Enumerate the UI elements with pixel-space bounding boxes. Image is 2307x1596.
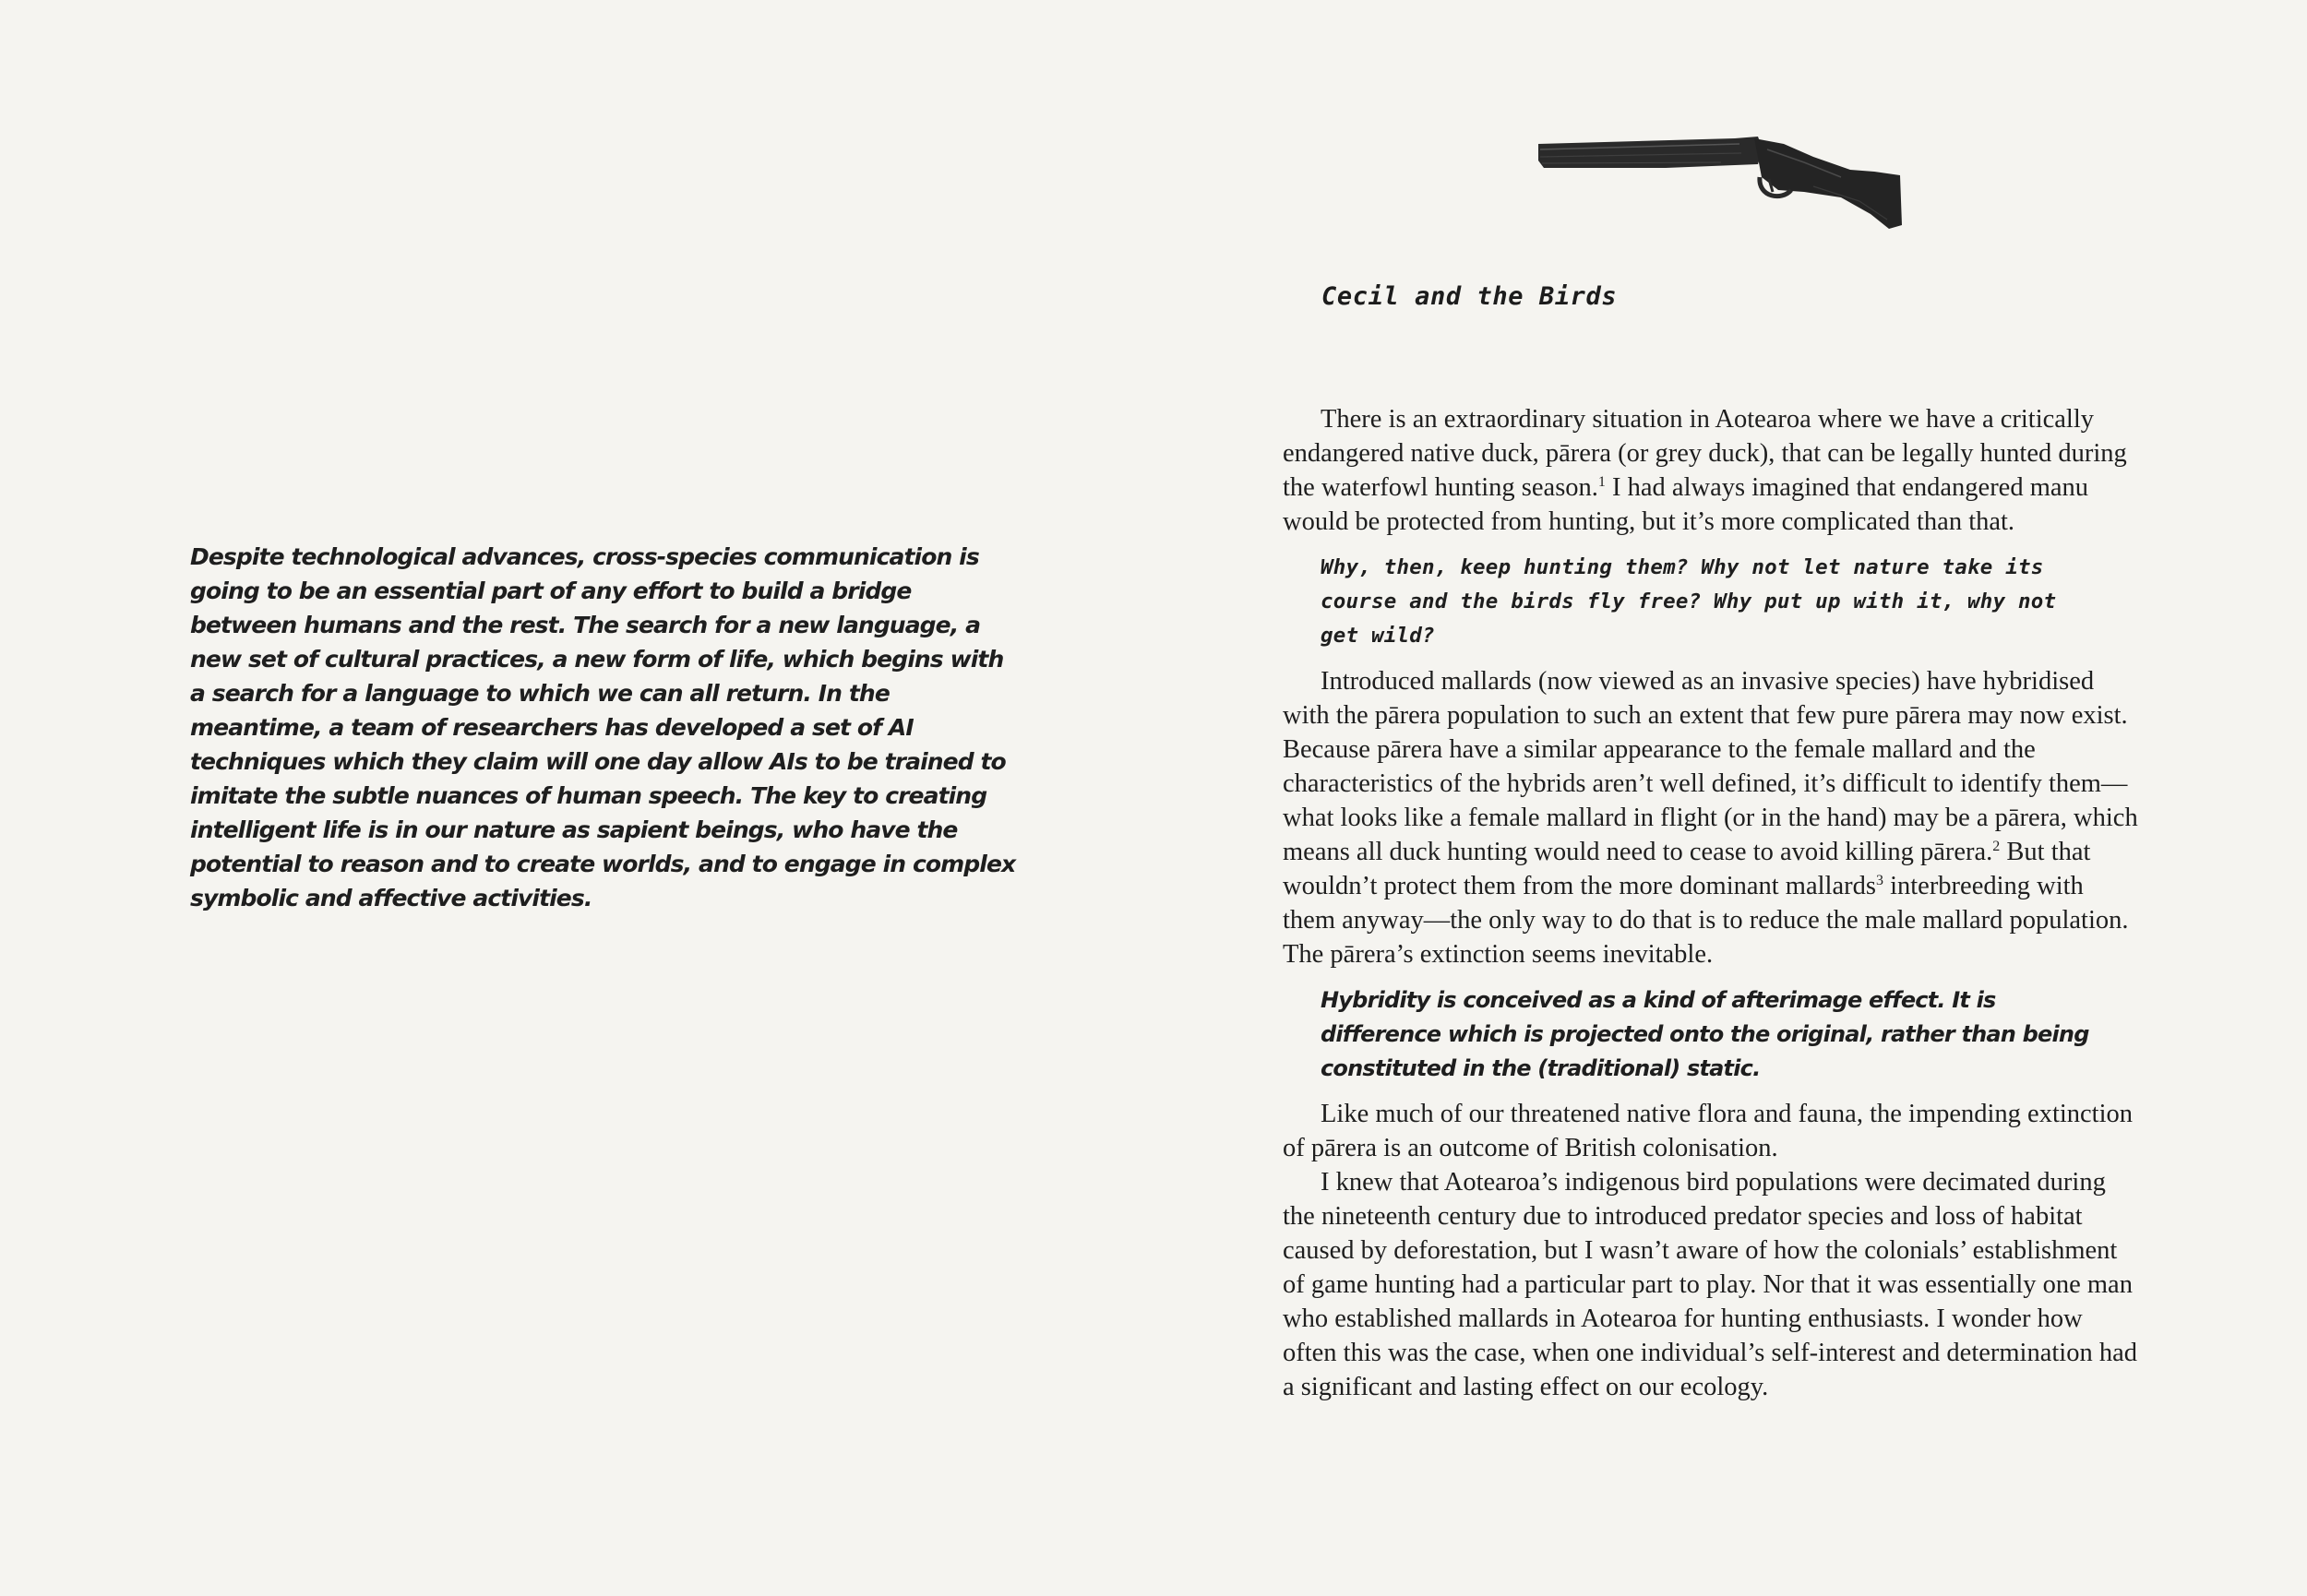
- paragraph-3: Like much of our threatened native flora and fauna, the impending extinction of pārera is an outcome of British colonisation.: [1283, 1100, 2134, 1162]
- paragraph-2-text: Introduced mallards (now viewed as an invasive species) have hybridised with the pārera population to such an extent that few pure pārera may now exist. Because pārera have a similar appearance to the female mallard and the characteristics of the hybrids aren’t well defined, it’s difficult to identify them—what looks like a female mallard in flight (or in the hand) may be a pārera, which means all duck hunting would need to cease to avoid killing pārera.: [1283, 667, 2138, 866]
- paragraph-4: I knew that Aotearoa’s indigenous bird populations were decimated during the nineteenth century due to introduced predator species and loss of habitat caused by deforestation, but I wasn’t aware of how the colonials’ establishment of game hunting had a particular part to play. Nor that it was essentially one man who established mallards in Aotearoa for hunting enthusiasts. I wonder how often this was the case, when one individual’s self-interest and determination had a significant and lasting effect on our ecology.: [1283, 1168, 2137, 1401]
- paragraph-1-text: There is an extraordinary situation in Aotearoa where we have a critically endangered native duck, pārera (or grey duck), that can be legally hunted during the waterfowl hunting season.: [1283, 405, 2127, 502]
- shotgun-icon: [1536, 137, 1906, 231]
- right-page-body: [1283, 402, 2141, 1404]
- pull-quote-mono: Why, then, keep hunting them? Why not let nature take its course and the birds fly free? Why put up with it, why not get wild?: [1321, 555, 2057, 648]
- paragraph-2-text-mid: But that wouldn’t protect them from the more dominant mallards: [1283, 838, 2091, 900]
- footnote-marker: 1: [1597, 474, 1606, 490]
- paragraph-1: [1283, 402, 2141, 539]
- footnote-marker: 3: [1875, 873, 1883, 888]
- left-page-quote: [190, 540, 1021, 915]
- paragraph-1-text-rest: I had always imagined that endangered manu would be protected from hunting, but it’s more complicated than that.: [1283, 473, 2089, 536]
- paragraph-2-text-end: interbreeding with them anyway—the only way to do that is to reduce the male mallard population. The pārera’s extinction seems inevitable.: [1283, 872, 2129, 969]
- left-quote-text: Despite technological advances, cross-species communication is going to be an essential part of any effort to build a bridge between humans and the rest. The search for a new language, a new set of cultural practices, a new form of life, which begins with a search for a language to which we can all return. In the meantime, a team of researchers has developed a set of AI techniques which they claim will one day allow AIs to be trained to imitate the subtle nuances of human speech. The key to creating intelligent life is in our nature as sapient beings, who have the potential to reason and to create worlds, and to engage in complex symbolic and affective activities.: [190, 543, 1016, 911]
- chapter-title: Cecil and the Birds: [1321, 282, 1618, 311]
- footnote-marker: 2: [1992, 839, 2001, 854]
- pull-quote-sans: Hybridity is conceived as a kind of afterimage effect. It is difference which is projected onto the original, rather than being constituted in the (traditional) static.: [1321, 987, 2089, 1081]
- paragraph-2: [1283, 664, 2141, 971]
